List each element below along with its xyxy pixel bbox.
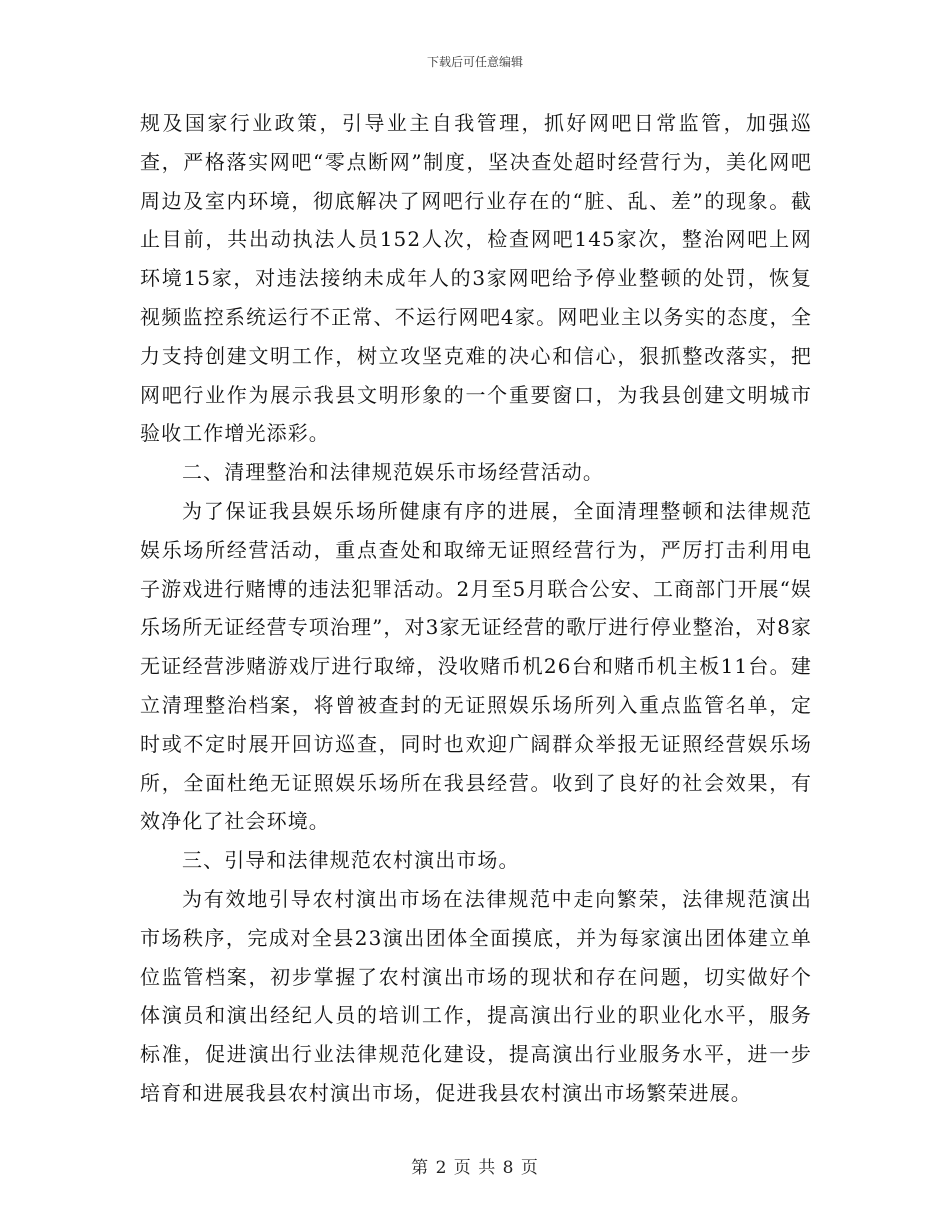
page-header-note: 下载后可任意编辑 xyxy=(426,55,523,69)
document-body xyxy=(140,104,812,1113)
paragraph-3: 为了保证我县娱乐场所健康有序的进展，全面清理整顿和法律规范娱乐场所经营活动，重点查处和取缔无证照经营行为，严厉打击利用电子游戏进行赌博的违法犯罪活动。2月至5月联合公安、工商部门开展“娱乐场所无证经营专项治理”，对3家无证经营的歌厅进行停业整治，对8家无证经营涉赌游戏厅进行取缔，没收赌币机26台和赌币机主板11台。建立清理整治档案，将曾被查封的无证照娱乐场所列入重点监管名单，定时或不定时展开回访巡查，同时也欢迎广阔群众举报无证照经营娱乐场所，全面杜绝无证照娱乐场所在我县经营。收到了良好的社会效果，有效净化了社会环境。 xyxy=(140,498,812,834)
paragraph-1: 规及国家行业政策，引导业主自我管理，抓好网吧日常监管，加强巡查，严格落实网吧“零点断网”制度，坚决查处超时经营行为，美化网吧周边及室内环境，彻底解决了网吧行业存在的“脏、乱、差”的现象。截止目前，共出动执法人员152人次，检查网吧145家次，整治网吧上网环境15家，对违法接纳未成年人的3家网吧给予停业整顿的处罚，恢复视频监控系统运行不正常、不运行网吧4家。网吧业主以务实的态度，全力支持创建文明工作，树立攻坚克难的决心和信心，狠抓整改落实，把网吧行业作为展示我县文明形象的一个重要窗口，为我县创建文明城市验收工作增光添彩。 xyxy=(140,111,812,446)
paragraph-5: 为有效地引导农村演出市场在法律规范中走向繁荣，法律规范演出市场秩序，完成对全县23演出团体全面摸底，并为每家演出团体建立单位监管档案，初步掌握了农村演出市场的现状和存在问题，切实做好个体演员和演出经纪人员的培训工作，提高演出行业的职业化水平，服务标准，促进演出行业法律规范化建设，提高演出行业服务水平，进一步培育和进展我县农村演出市场，促进我县农村演出市场繁荣进展。 xyxy=(140,886,812,1105)
section-heading-3: 三、引导和法律规范农村演出市场。 xyxy=(182,848,520,873)
section-heading-2: 二、清理整治和法律规范娱乐市场经营活动。 xyxy=(182,460,604,485)
page-number: 第 2 页 共 8 页 xyxy=(411,1158,539,1178)
